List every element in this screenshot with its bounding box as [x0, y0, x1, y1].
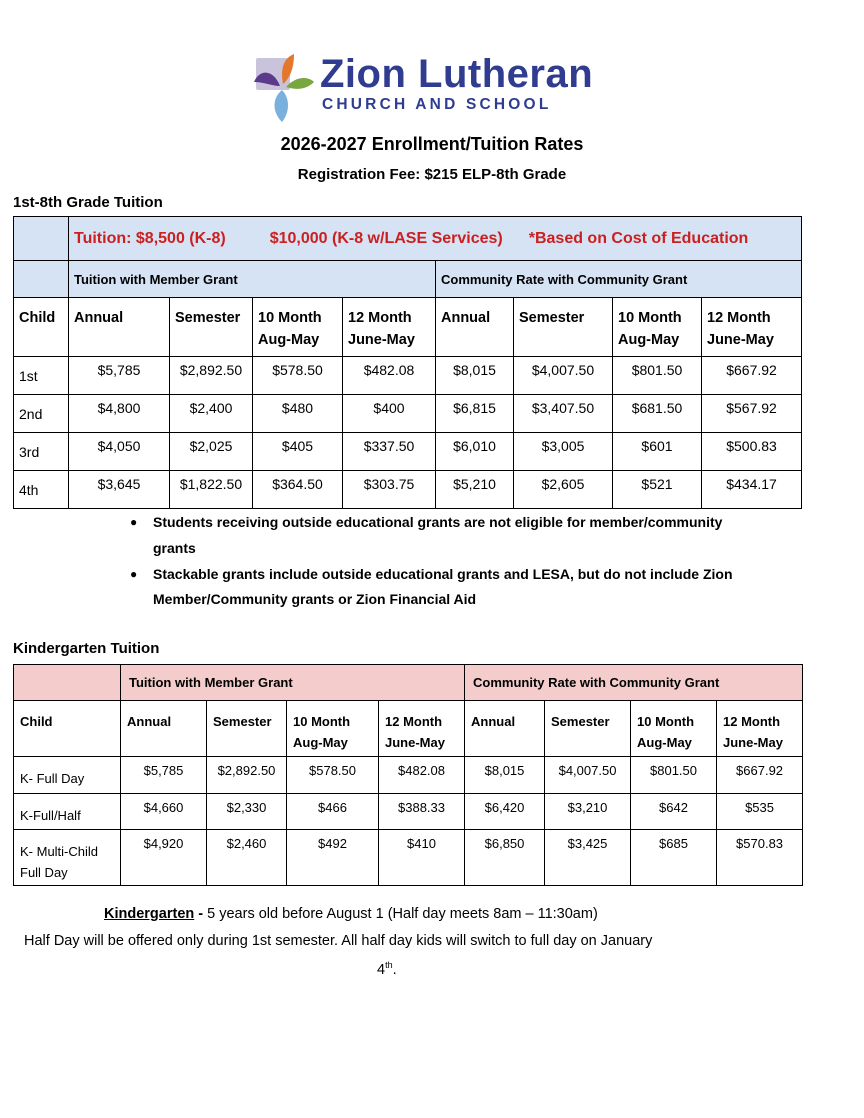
- member-grant-header: Tuition with Member Grant: [121, 665, 465, 701]
- bullet-text: Stackable grants include outside educational grants and LESA, but do not include Zion Member/Community grants or Zion Financial Aid: [153, 565, 733, 607]
- table-cell: $337.50: [343, 433, 436, 471]
- table-cell: $1,822.50: [170, 471, 253, 509]
- table-row: [14, 471, 802, 509]
- document-title: 2026-2027 Enrollment/Tuition Rates: [280, 134, 584, 154]
- bullet-text: Students receiving outside educational grants are not eligible for member/community grants: [153, 514, 723, 556]
- table-cell: $388.33: [379, 794, 465, 830]
- table-cell: $667.92: [702, 357, 802, 395]
- col-header: Semester: [545, 701, 631, 757]
- column-header-row: [14, 298, 802, 357]
- table-cell: $4,800: [69, 395, 170, 433]
- table-row: [14, 794, 803, 830]
- table-row: [14, 433, 802, 471]
- table-cell: $400: [343, 395, 436, 433]
- table-cell: $521: [613, 471, 702, 509]
- tuition-rate-row: [14, 217, 802, 261]
- table-cell: $410: [379, 830, 465, 886]
- table-row: [14, 757, 803, 794]
- table-cell: $405: [253, 433, 343, 471]
- col-header: Semester: [514, 298, 613, 357]
- table-cell: $466: [287, 794, 379, 830]
- col-header: Child: [14, 701, 121, 757]
- table-cell: $6,420: [465, 794, 545, 830]
- blank-cell: [14, 217, 69, 261]
- table-cell: $434.17: [702, 471, 802, 509]
- table-cell: $2,460: [207, 830, 287, 886]
- logo-subtitle: CHURCH AND SCHOOL: [322, 96, 552, 113]
- table-cell: $5,785: [121, 757, 207, 794]
- table-cell: $8,015: [465, 757, 545, 794]
- half-day-period: .: [392, 961, 397, 978]
- grant-header-row: [14, 665, 803, 701]
- kindergarten-note: [104, 906, 598, 922]
- tuition-lase: $10,000 (K-8 w/LASE Services): [269, 229, 503, 247]
- table-cell: $482.08: [343, 357, 436, 395]
- col-header: Annual: [121, 701, 207, 757]
- table-cell: $3,645: [69, 471, 170, 509]
- table-cell: $5,210: [436, 471, 514, 509]
- table-cell: $4,007.50: [545, 757, 631, 794]
- kg-dash: -: [194, 906, 208, 922]
- table-cell: $601: [613, 433, 702, 471]
- row-label: 4th: [14, 471, 69, 509]
- table-cell: $801.50: [613, 357, 702, 395]
- table-cell: $2,330: [207, 794, 287, 830]
- table-cell: $5,785: [69, 357, 170, 395]
- col-header: Annual: [69, 298, 170, 357]
- table-cell: $801.50: [631, 757, 717, 794]
- row-label: K- Multi-Child Full Day: [14, 830, 121, 886]
- half-day-note-end: [377, 960, 397, 978]
- table-row: [14, 357, 802, 395]
- table-cell: $578.50: [253, 357, 343, 395]
- table-cell: $6,010: [436, 433, 514, 471]
- table-cell: $2,025: [170, 433, 253, 471]
- row-label: K-Full/Half: [14, 794, 121, 830]
- table-cell: $3,407.50: [514, 395, 613, 433]
- table-cell: $3,210: [545, 794, 631, 830]
- col-header: 10 Month Aug-May: [613, 298, 702, 357]
- col-header: Annual: [436, 298, 514, 357]
- blank-cell: [14, 665, 121, 701]
- col-header: Semester: [170, 298, 253, 357]
- grant-header-row: [14, 261, 802, 298]
- col-header: 10 Month Aug-May: [253, 298, 343, 357]
- table-cell: $2,400: [170, 395, 253, 433]
- school-logo: [0, 50, 864, 126]
- table-cell: $3,005: [514, 433, 613, 471]
- col-header: 12 Month June-May: [343, 298, 436, 357]
- member-grant-header: Tuition with Member Grant: [69, 261, 436, 298]
- table-row: [14, 830, 803, 886]
- table-cell: $4,920: [121, 830, 207, 886]
- row-label: 1st: [14, 357, 69, 395]
- list-item: [127, 510, 747, 561]
- table-cell: $642: [631, 794, 717, 830]
- table-cell: $2,605: [514, 471, 613, 509]
- kindergarten-tuition-table: [13, 664, 803, 886]
- table-cell: $667.92: [717, 757, 803, 794]
- table-cell: $364.50: [253, 471, 343, 509]
- half-day-suffix: th: [385, 960, 393, 970]
- cross-flower-logo-icon: [250, 52, 318, 124]
- table-cell: $8,015: [436, 357, 514, 395]
- col-header: Annual: [465, 701, 545, 757]
- community-grant-header: Community Rate with Community Grant: [436, 261, 802, 298]
- table-cell: $535: [717, 794, 803, 830]
- half-day-date: 4: [377, 961, 386, 978]
- table-cell: $681.50: [613, 395, 702, 433]
- table-cell: $2,892.50: [207, 757, 287, 794]
- table-cell: $492: [287, 830, 379, 886]
- table-cell: $4,007.50: [514, 357, 613, 395]
- tuition-k8: Tuition: $8,500 (K-8): [74, 229, 226, 247]
- col-header: 12 Month June-May: [379, 701, 465, 757]
- logo-title: Zion Lutheran: [320, 52, 594, 96]
- table-cell: $500.83: [702, 433, 802, 471]
- table-cell: $303.75: [343, 471, 436, 509]
- col-header: 10 Month Aug-May: [631, 701, 717, 757]
- registration-fee: Registration Fee: $215 ELP-8th Grade: [297, 166, 567, 183]
- table-cell: $6,850: [465, 830, 545, 886]
- col-header: Semester: [207, 701, 287, 757]
- bullet-icon: ●: [130, 515, 138, 529]
- table-cell: $578.50: [287, 757, 379, 794]
- logo-petal-green: [286, 78, 314, 89]
- row-label: 3rd: [14, 433, 69, 471]
- col-header: 12 Month June-May: [717, 701, 803, 757]
- table-cell: $4,660: [121, 794, 207, 830]
- table-cell: $6,815: [436, 395, 514, 433]
- table-cell: $685: [631, 830, 717, 886]
- kindergarten-age-text: 5 years old before August 1 (Half day meets 8am – 11:30am): [207, 906, 598, 922]
- kindergarten-label: Kindergarten: [104, 906, 195, 922]
- table-row: [14, 395, 802, 433]
- kindergarten-tuition-heading: Kindergarten Tuition: [13, 640, 160, 657]
- table-cell: $567.92: [702, 395, 802, 433]
- list-item: [127, 562, 747, 613]
- row-label: K- Full Day: [14, 757, 121, 794]
- tuition-rate-cell: [69, 217, 802, 261]
- tuition-cost-note: *Based on Cost of Education: [528, 229, 749, 247]
- grade-tuition-heading: 1st-8th Grade Tuition: [13, 194, 163, 211]
- community-grant-header: Community Rate with Community Grant: [465, 665, 803, 701]
- half-day-note: Half Day will be offered only during 1st semester. All half day kids will switch to full day on January: [24, 933, 653, 949]
- logo-petal-blue: [275, 90, 289, 122]
- col-header: 10 Month Aug-May: [287, 701, 379, 757]
- grant-notes-list: [127, 510, 747, 613]
- col-header: Child: [14, 298, 69, 357]
- column-header-row: [14, 701, 803, 757]
- table-cell: $482.08: [379, 757, 465, 794]
- table-cell: $2,892.50: [170, 357, 253, 395]
- bullet-icon: ●: [130, 566, 138, 581]
- table-cell: $480: [253, 395, 343, 433]
- blank-cell: [14, 261, 69, 298]
- table-cell: $4,050: [69, 433, 170, 471]
- col-header: 12 Month June-May: [702, 298, 802, 357]
- grade-tuition-table: [13, 216, 802, 509]
- table-cell: $570.83: [717, 830, 803, 886]
- row-label: 2nd: [14, 395, 69, 433]
- table-cell: $3,425: [545, 830, 631, 886]
